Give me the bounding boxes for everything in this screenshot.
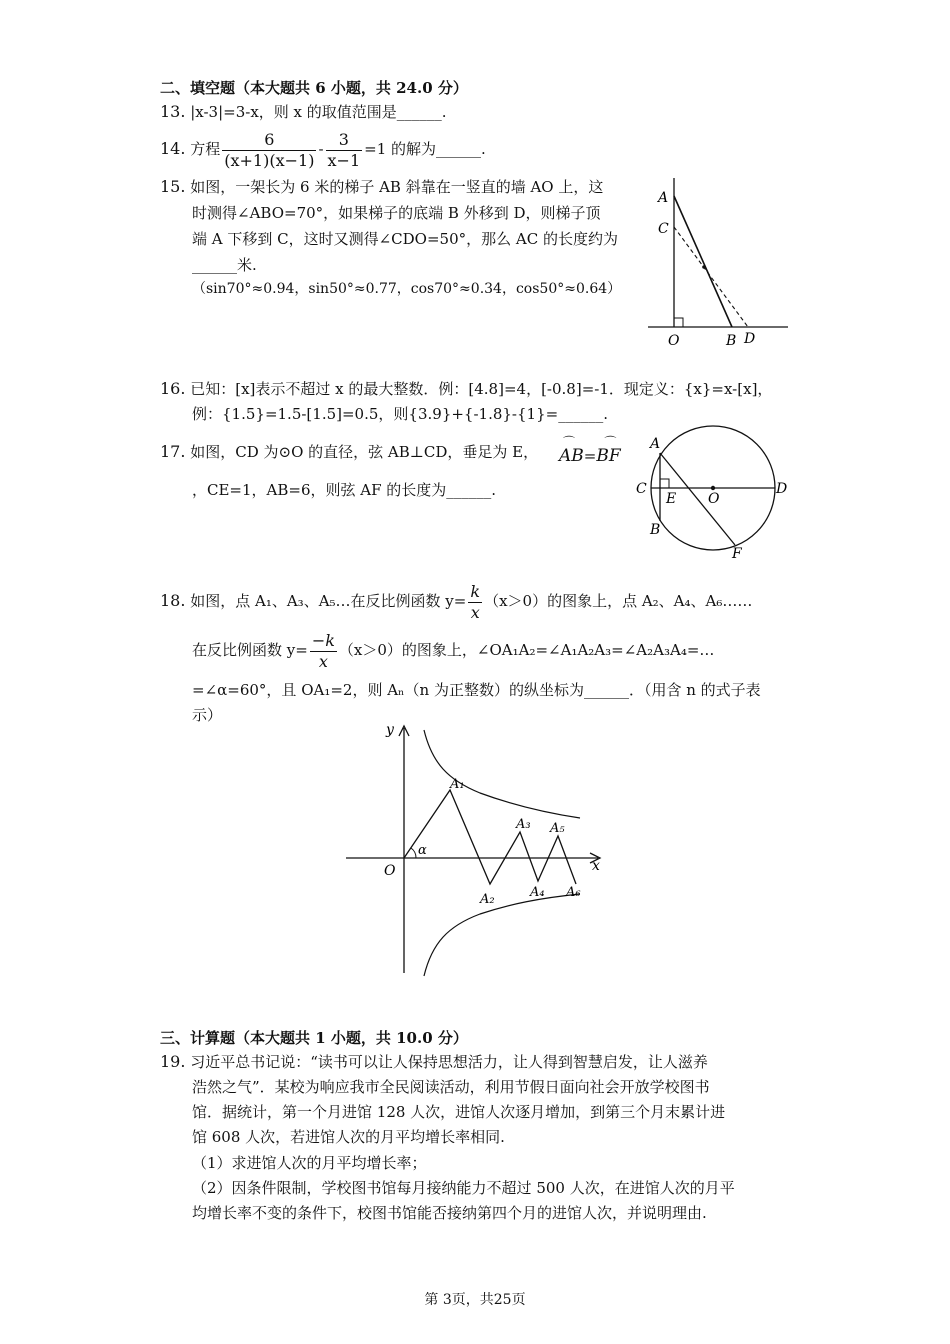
curve-k-over-x <box>424 730 580 818</box>
fraction-denominator: x <box>470 602 480 622</box>
question-18-line-3: =∠α=60°，且 OA₁=2，则 Aₙ（n 为正整数）的纵坐标为______．（用含 n 的式子表 <box>192 681 761 699</box>
question-18-line-2 <box>192 627 714 673</box>
question-15-line-1 <box>160 176 603 198</box>
question-text: 已知：[x]表示不超过 x 的最大整数．例：[4.8]=4，[-0.8]=-1．现定义：{x}=x-[x]， <box>190 380 773 398</box>
label-c: C <box>636 481 647 497</box>
question-number: 19. <box>160 1052 186 1071</box>
question-text: |x-3|=3-x，则 x 的取值范围是______. <box>190 103 447 121</box>
question-19-line-2: 浩然之气”．某校为响应我市全民阅读活动，利用节假日面向社会开放学校图书 <box>192 1078 710 1096</box>
question-19-part-1: （1）求进馆人次的月平均增长率； <box>192 1154 427 1172</box>
label-c: C <box>658 221 669 237</box>
label-a1: A₁ <box>450 777 465 792</box>
fraction-denominator: x <box>318 651 328 671</box>
label-x: x <box>592 858 600 874</box>
label-e: E <box>666 491 677 507</box>
fraction-denominator: x−1 <box>327 150 361 170</box>
question-19-line-4: 馆 608 人次，若进馆人次的月平均增长率相同. <box>192 1128 505 1146</box>
question-text: 习近平总书记说：“读书可以让人保持思想活力，让人得到智慧启发，让人滋养 <box>190 1053 708 1071</box>
question-text: （x＞0）的图象上，点 A₂、A₄、A₆…… <box>484 592 753 610</box>
fraction-denominator: (x+1)(x−1) <box>224 150 315 170</box>
minus-sign: - <box>318 140 324 158</box>
question-16-line-1 <box>160 378 772 400</box>
label-b: B <box>650 522 661 538</box>
fraction-neg-k-over-x <box>310 631 337 672</box>
question-text: 如图，CD 为⊙O 的直径，弦 AB⊥CD，垂足为 E， <box>190 443 539 461</box>
equals-sign: = <box>583 447 597 465</box>
question-18-line-4: 示） <box>192 706 223 724</box>
zigzag-path <box>404 790 576 884</box>
ladder-cd <box>674 227 748 327</box>
question-14 <box>160 125 486 173</box>
label-alpha: α <box>418 843 427 858</box>
question-18-line-1 <box>160 578 752 624</box>
angle-alpha-arc <box>411 848 416 858</box>
label-o: O <box>668 333 680 349</box>
label-d: D <box>744 331 756 347</box>
label-a4: A₄ <box>530 885 545 900</box>
label-a: A <box>650 436 661 452</box>
question-text-lead: 方程 <box>190 140 221 158</box>
hyperbola-diagram <box>340 718 610 980</box>
circle-diagram <box>630 418 800 563</box>
question-19-line-3: 馆．据统计，第一个月进馆 128 人次，进馆人次逐月增加，到第三个月末累计进 <box>192 1103 726 1121</box>
label-a5: A₅ <box>550 821 565 836</box>
question-15-line-2: 时测得∠ABO=70°，如果梯子的底端 B 外移到 D，则梯子顶 <box>192 204 601 222</box>
fraction-numerator: 6 <box>222 130 316 151</box>
question-text: 在反比例函数 y= <box>192 641 308 659</box>
page-footer: 第 3页，共25页 <box>424 1292 526 1308</box>
label-d: D <box>776 481 788 497</box>
question-text-tail: =1 的解为______. <box>364 140 486 158</box>
question-text: （x＞0）的图象上，∠OA₁A₂=∠A₁A₂A₃=∠A₂A₃A₄=… <box>338 641 715 659</box>
question-19-line-1 <box>160 1051 708 1073</box>
fraction-numerator: −k <box>311 630 335 650</box>
question-15-line-4: ______米. <box>192 256 257 274</box>
question-19-part-2a: （2）因条件限制，学校图书馆每月接纳能力不超过 500 人次，在进馆人次的月平 <box>192 1179 735 1197</box>
question-number: 14. <box>160 139 186 158</box>
arc-equality <box>559 445 621 467</box>
label-y: y <box>386 722 394 738</box>
ladder-diagram <box>640 170 795 350</box>
intersection-point <box>702 265 706 269</box>
label-o: O <box>384 863 396 879</box>
fraction-k-over-x <box>468 582 482 623</box>
question-number: 15. <box>160 177 186 196</box>
question-text: 如图，一架长为 6 米的梯子 AB 斜靠在一竖直的墙 AO 上，这 <box>190 178 604 196</box>
center-point <box>711 486 715 490</box>
label-a6: A₆ <box>566 885 581 900</box>
ladder-ab <box>674 196 732 327</box>
label-f: F <box>732 546 742 562</box>
curve-neg-k-over-x <box>424 894 580 976</box>
right-angle-mark <box>674 318 683 327</box>
question-number: 13. <box>160 102 186 121</box>
question-19-part-2b: 均增长率不变的条件下，校图书馆能否接纳第四个月的进馆人次，并说明理由. <box>192 1204 707 1222</box>
question-number: 18. <box>160 591 186 610</box>
label-a: A <box>658 190 669 206</box>
fraction-1 <box>222 130 316 171</box>
label-b: B <box>726 333 737 349</box>
fraction-2 <box>326 130 363 171</box>
arc-bf: ⌒ BF <box>596 445 620 467</box>
question-text: 如图，点 A₁、A₃、A₅…在反比例函数 y= <box>190 592 467 610</box>
question-15-line-3: 端 A 下移到 C，这时又测得∠CDO=50°，那么 AC 的长度约为 <box>192 230 618 248</box>
question-17-line-2: ，CE=1，AB=6，则弦 AF 的长度为______. <box>192 481 497 499</box>
fraction-numerator: k <box>470 581 481 601</box>
right-angle-mark <box>660 479 669 488</box>
section-title-fill-in: 二、填空题（本大题共 6 小题，共 24.0 分） <box>160 79 468 97</box>
question-16-line-2: 例：{1.5}=1.5-[1.5]=0.5，则{3.9}+{-1.8}-{1}=______. <box>192 405 608 423</box>
question-number: 17. <box>160 442 186 461</box>
label-a3: A₃ <box>516 817 531 832</box>
question-number: 16. <box>160 379 186 398</box>
arc-ab: ⌒ AB <box>559 445 584 467</box>
question-13 <box>160 101 447 123</box>
fraction-numerator: 3 <box>326 130 363 151</box>
question-17-line-1 <box>160 441 538 463</box>
question-15-trig-values: （sin70°≈0.94，sin50°≈0.77，cos70°≈0.34，cos50°≈0.64） <box>192 281 622 297</box>
section-title-calculation: 三、计算题（本大题共 1 小题，共 10.0 分） <box>160 1029 468 1047</box>
label-a2: A₂ <box>480 892 495 907</box>
label-o: O <box>708 491 720 507</box>
